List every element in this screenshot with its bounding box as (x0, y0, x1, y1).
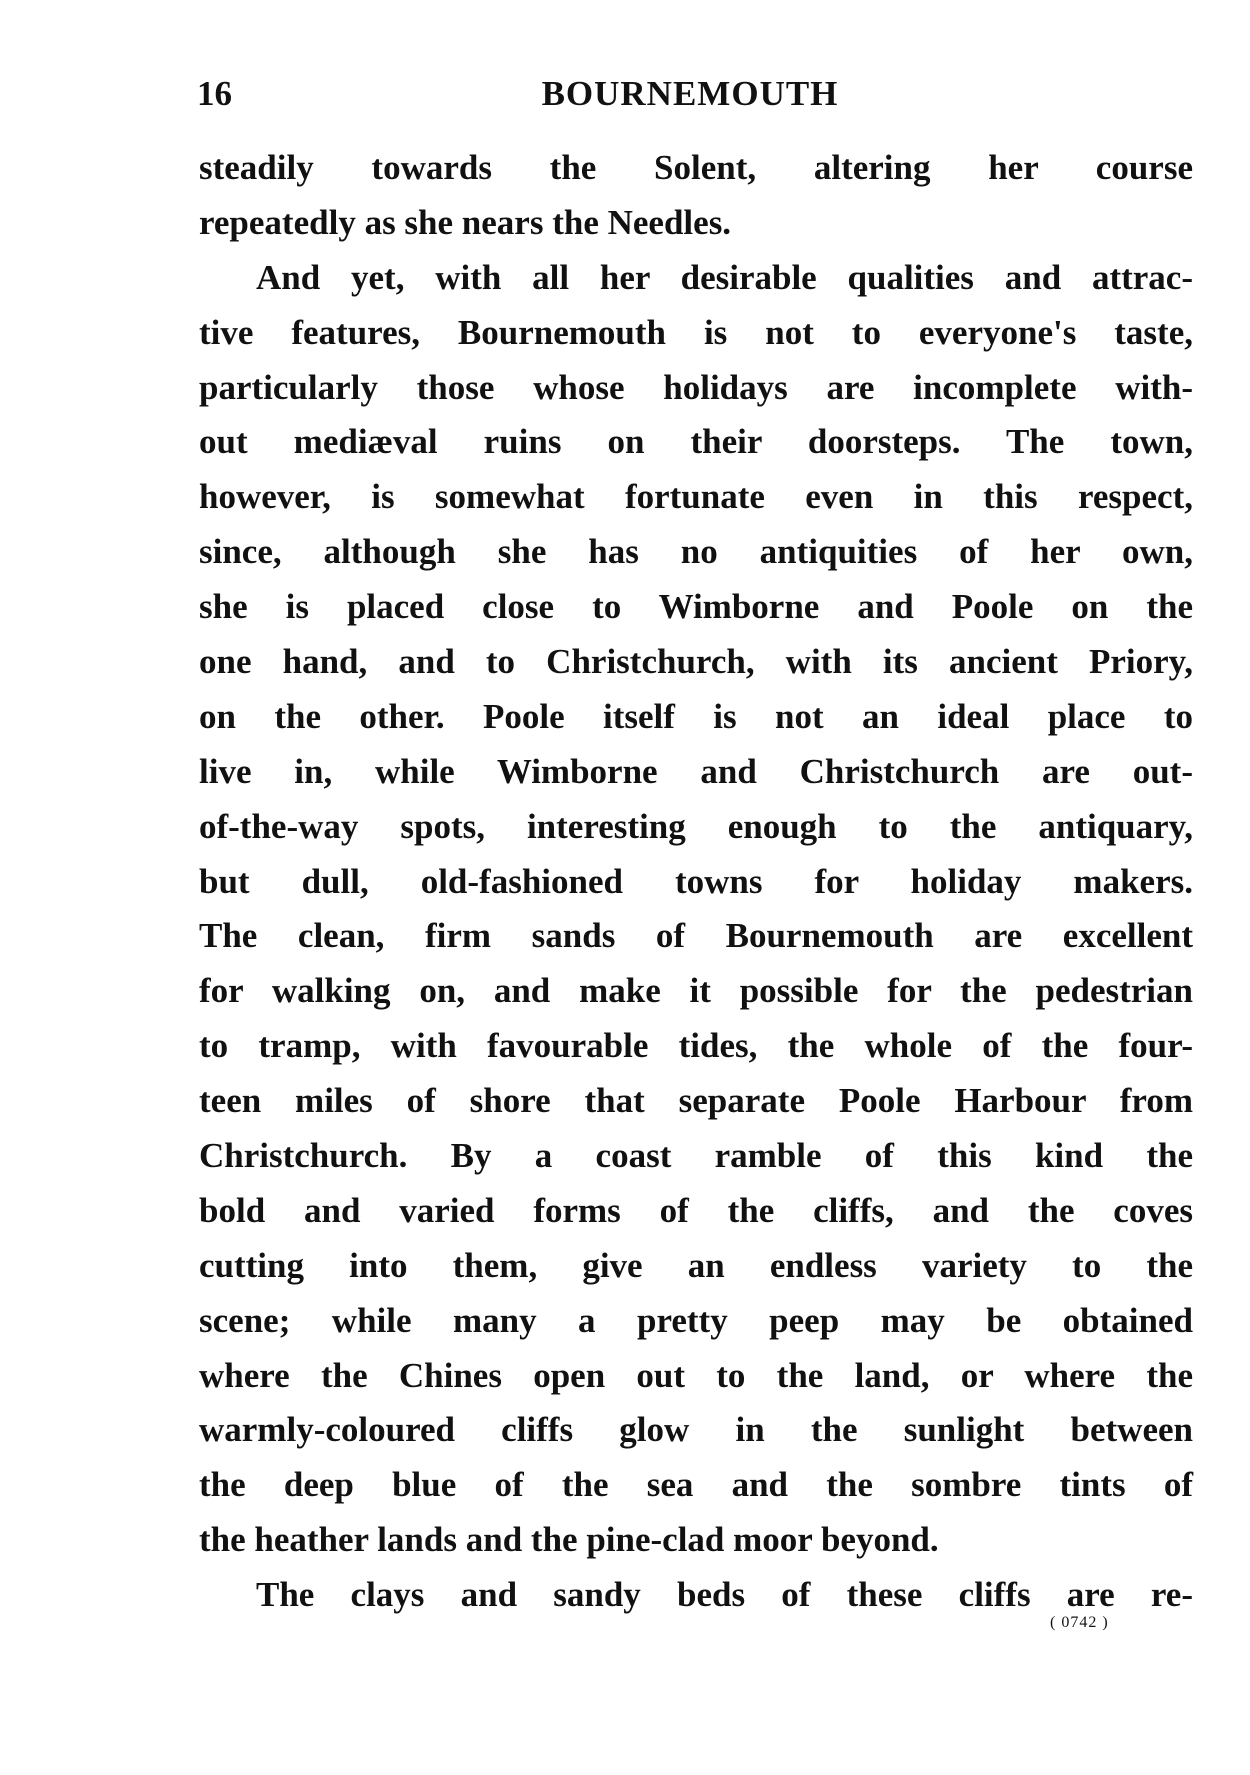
text-line: The clays and sandy beds of these cliffs are re- (256, 1575, 1193, 1615)
text-line: she is placed close to Wimborne and Poole on the (199, 587, 1193, 627)
text-line: on the other. Poole itself is not an ideal place to (199, 696, 1193, 736)
text-line: the heather lands and the pine-clad moor beyond. (199, 1520, 939, 1560)
text-line: one hand, and to Christchurch, with its ancient Priory, (199, 642, 1193, 682)
running-title: BOURNEMOUTH (541, 74, 839, 113)
text-line: where the Chines open out to the land, or where the (199, 1355, 1193, 1395)
text-line: to tramp, with favourable tides, the whole of the four- (199, 1026, 1193, 1066)
text-line: the deep blue of the sea and the sombre tints of (199, 1465, 1193, 1505)
text-line: steadily towards the Solent, altering her course (199, 148, 1193, 187)
text-line: scene; while many a pretty peep may be obtained (199, 1300, 1193, 1340)
body-text (199, 141, 1193, 1623)
text-line: of-the-way spots, interesting enough to the antiquary, (199, 806, 1193, 846)
text-line: however, is somewhat fortunate even in this respect, (199, 477, 1193, 517)
text-line: bold and varied forms of the cliffs, and the coves (199, 1190, 1193, 1230)
text-line: The clean, firm sands of Bournemouth are excellent (199, 916, 1193, 956)
text-line: live in, while Wimborne and Christchurch are out- (199, 751, 1193, 791)
text-line: but dull, old-fashioned towns for holiday makers. (199, 861, 1193, 901)
text-line: for walking on, and make it possible for the pedestrian (199, 971, 1193, 1011)
text-line: tive features, Bournemouth is not to everyone's taste, (199, 312, 1193, 352)
text-line: warmly-coloured cliffs glow in the sunlight between (199, 1410, 1193, 1450)
page-number: 16 (197, 74, 232, 113)
text-line: since, although she has no antiquities of her own, (199, 532, 1193, 572)
text-line: repeatedly as she nears the Needles. (199, 202, 732, 242)
text-line: out mediæval ruins on their doorsteps. The town, (199, 422, 1193, 462)
text-line: particularly those whose holidays are incomplete with- (199, 367, 1193, 407)
text-line: cutting into them, give an endless variety to the (199, 1245, 1193, 1285)
text-line: Christchurch. By a coast ramble of this kind the (199, 1136, 1193, 1176)
text-line: And yet, with all her desirable qualities and attrac- (256, 257, 1193, 297)
text-line: teen miles of shore that separate Poole Harbour from (199, 1081, 1193, 1121)
signature-mark: ( 0742 ) (1050, 1614, 1109, 1631)
